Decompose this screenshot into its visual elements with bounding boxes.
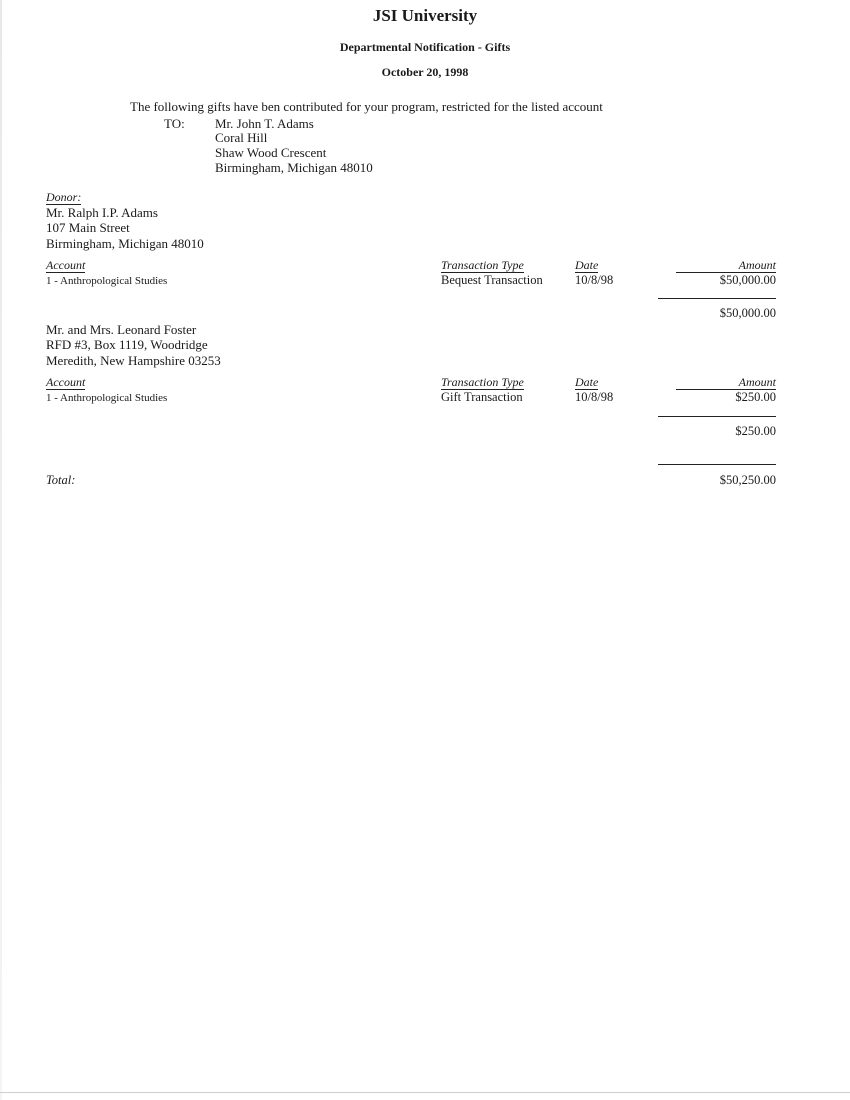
- subtotal-amount: $250.00: [735, 424, 776, 438]
- total-amount: $50,250.00: [719, 473, 776, 487]
- notice-title: Departmental Notification - Gifts: [339, 40, 511, 54]
- account-cell: 1 - Anthropological Studies: [46, 392, 168, 404]
- column-header-amount: [676, 259, 776, 273]
- recipient-address-line: Birmingham, Michigan 48010: [215, 160, 373, 175]
- scan-edge-bottom: [0, 1092, 850, 1093]
- subtotal-amount: $50,000.00: [719, 306, 776, 320]
- column-header-amount-text: Amount: [738, 375, 776, 389]
- amount-cell: $50,000.00: [719, 273, 776, 287]
- notice-date: October 20, 1998: [381, 65, 469, 79]
- recipient-address-line: Coral Hill: [215, 130, 268, 145]
- university-name: JSI University: [372, 6, 478, 25]
- subtotal-rule: [658, 298, 776, 299]
- donor-address-line: RFD #3, Box 1119, Woodridge: [46, 337, 208, 352]
- donor-address-line: Birmingham, Michigan 48010: [46, 236, 204, 251]
- donor-name: Mr. Ralph I.P. Adams: [46, 205, 158, 220]
- column-header-account: Account: [46, 258, 86, 272]
- donor-label: Donor:: [46, 190, 82, 204]
- transaction-type-cell: Gift Transaction: [441, 390, 523, 404]
- recipient-name: Mr. John T. Adams: [215, 116, 314, 131]
- transaction-type-cell: Bequest Transaction: [441, 273, 543, 287]
- column-header-transaction-type: Transaction Type: [441, 375, 524, 389]
- column-header-transaction-type: Transaction Type: [441, 258, 524, 272]
- column-header-amount: [676, 376, 776, 390]
- column-header-date: Date: [575, 375, 599, 389]
- account-cell: 1 - Anthropological Studies: [46, 275, 168, 287]
- column-header-amount-text: Amount: [738, 258, 776, 272]
- date-cell: 10/8/98: [575, 273, 614, 287]
- column-header-date: Date: [575, 258, 599, 272]
- donor-name: Mr. and Mrs. Leonard Foster: [46, 322, 197, 337]
- donor-address-line: 107 Main Street: [46, 220, 130, 235]
- total-label: Total:: [46, 473, 76, 487]
- total-rule: [658, 464, 776, 465]
- donor-address-line: Meredith, New Hampshire 03253: [46, 353, 221, 368]
- column-header-account: Account: [46, 375, 86, 389]
- date-cell: 10/8/98: [575, 390, 614, 404]
- scan-edge: [0, 0, 2, 1100]
- to-label: TO:: [164, 116, 185, 131]
- subtotal-rule: [658, 416, 776, 417]
- recipient-address-line: Shaw Wood Crescent: [215, 145, 327, 160]
- amount-cell: $250.00: [735, 390, 776, 404]
- intro-text: The following gifts have ben contributed for your program, restricted for the listed account: [130, 99, 603, 114]
